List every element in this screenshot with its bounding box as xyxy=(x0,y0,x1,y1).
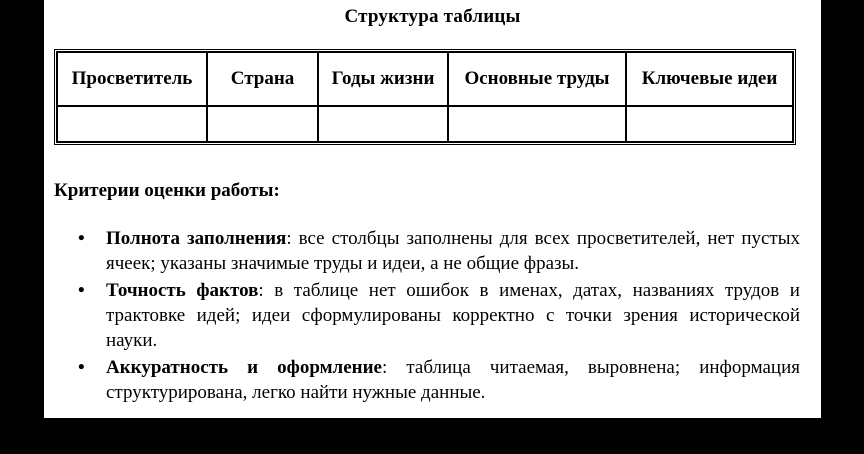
bullet-icon: • xyxy=(78,228,85,249)
criteria-term: Аккуратность и оформление xyxy=(106,357,382,378)
column-header-country: Страна xyxy=(207,52,318,106)
structure-table-wrapper xyxy=(54,49,796,145)
table-cell xyxy=(626,106,793,142)
criteria-term: Полнота заполнения xyxy=(106,228,287,249)
column-header-years-of-life: Годы жизни xyxy=(318,52,448,106)
bullet-icon: • xyxy=(78,357,85,378)
structure-table xyxy=(54,49,796,145)
criteria-description: : в таблице нет ошибок в именах, датах, названиях трудов и трактовке идей; идеи сформулированы корректно с точки зрения исторической науки. xyxy=(106,280,800,351)
table-cell xyxy=(57,106,207,142)
criteria-item-completeness xyxy=(78,226,800,276)
criteria-description: : таблица читаемая, выровнена; информация структурирована, легко найти нужные данные. xyxy=(106,357,800,403)
table-row xyxy=(57,106,793,142)
document-page xyxy=(44,0,821,418)
table-cell xyxy=(448,106,626,142)
column-header-enlightener: Просветитель xyxy=(57,52,207,106)
column-header-key-ideas: Ключевые идеи xyxy=(626,52,793,106)
table-cell xyxy=(207,106,318,142)
bullet-icon: • xyxy=(78,280,85,301)
criteria-term: Точность фактов xyxy=(106,280,259,301)
table-header-row xyxy=(57,52,793,106)
table-cell xyxy=(318,106,448,142)
table-structure-title: Структура таблицы xyxy=(344,6,521,27)
column-header-main-works: Основные труды xyxy=(448,52,626,106)
criteria-heading: Критерии оценки работы: xyxy=(54,180,280,201)
criteria-item-accuracy xyxy=(78,278,800,353)
criteria-description: : все столбцы заполнены для всех просветителей, нет пустых ячеек; указаны значимые труды и идеи, а не общие фразы. xyxy=(106,228,800,274)
criteria-list xyxy=(78,226,800,407)
criteria-item-neatness xyxy=(78,355,800,405)
